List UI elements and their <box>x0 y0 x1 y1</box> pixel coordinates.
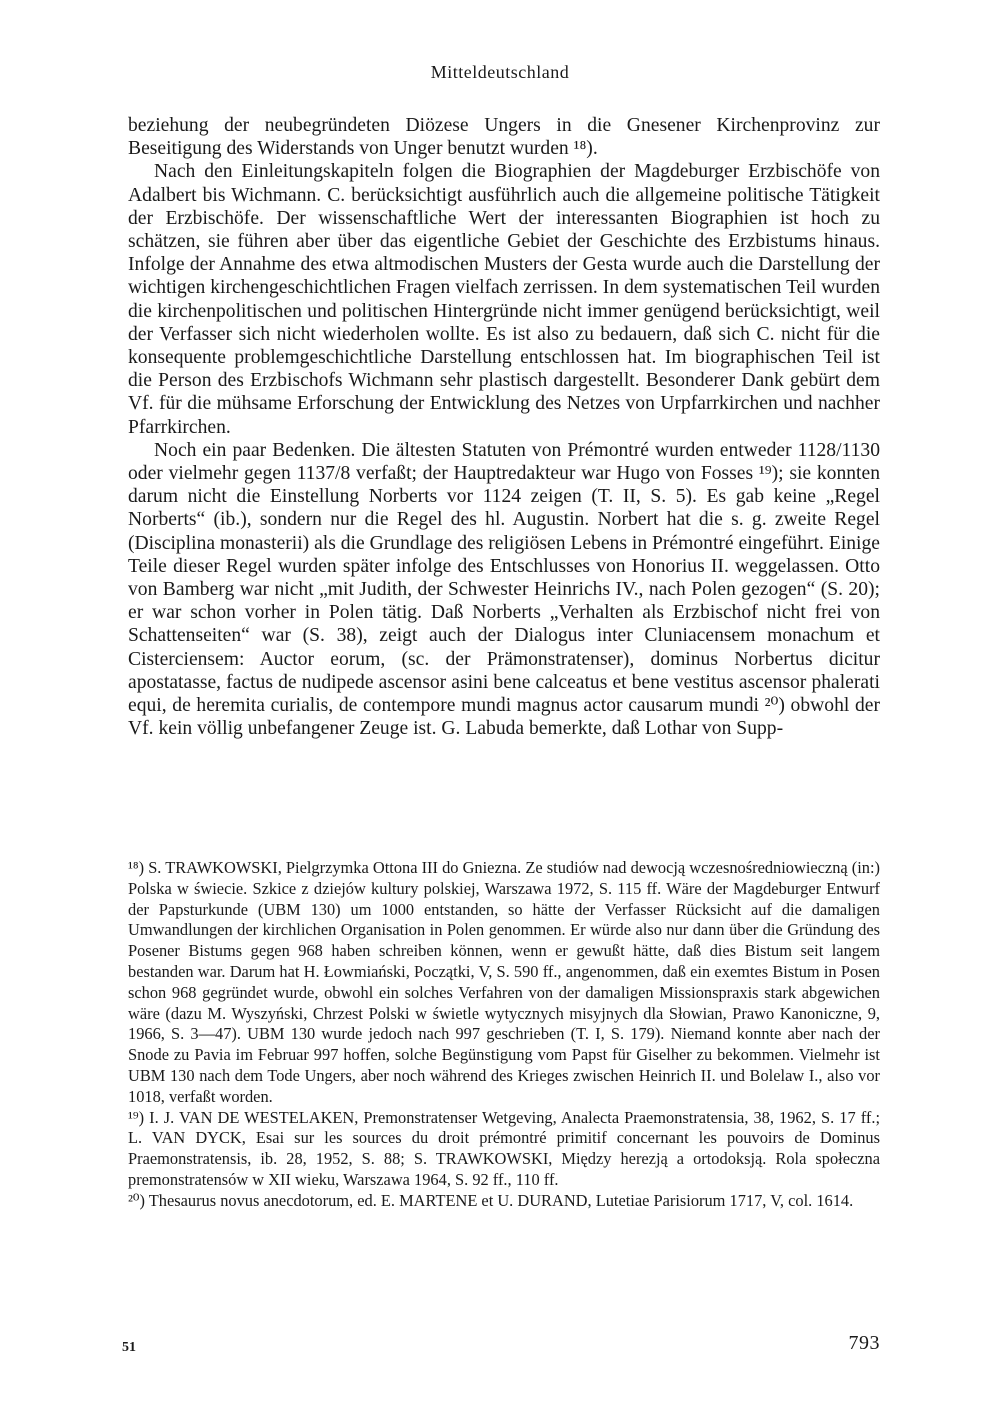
running-head: Mitteldeutschland <box>430 62 570 82</box>
paragraph-3: Noch ein paar Bedenken. Die ältesten Statuten von Prémontré wurden entweder 1128/1130 oder vielmehr gegen 1137/8 verfaßt; der Hauptredakteur war Hugo von Fosses ¹⁹); sie konnten darum nicht die Einstellung Norberts vor 1124 zeigen (T. II, S. 5). Es gab keine „Regel Norberts“ (ib.), sondern nur die Regel des hl. Augustin. Norbert hat die s. g. zweite Regel (Disciplina monasterii) als die Grundlage des religiösen Lebens in Prémontré eingeführt. Einige Teile dieser Regel wurden später infolge des Entschlusses von Honorius II. weggelassen. Otto von Bamberg war nicht „mit Judith, der Schwester Heinrichs IV., nach Polen gezogen“ (S. 20); er war schon vorher in Polen tätig. Daß Norberts „Verhalten als Erzbischof nicht frei von Schattenseiten“ war (S. 38), zeigt auch der Dialogus inter Cluniacensem monachum et Cisterciensem: Auctor eorum, (sc. der Prämonstratenser), dominus Norbertus dicitur apostatasse, factus de nudipede ascensor asini bene calceatus et bene vestitus ascensor phalerati equi, de heremita curialis, de contempore mundi magnus actor causarum mundi ²⁰) obwohl der Vf. kein völlig unbefangener Zeuge ist. G. Labuda bemerkte, daß Lothar von Supp- <box>128 439 880 740</box>
paragraph-1: beziehung der neubegründeten Diözese Ungers in die Gnesener Kirchenprovinz zur Beseitigung des Widerstands von Unger benutzt wurden ¹⁸). <box>128 115 880 160</box>
page-number: 793 <box>848 1332 880 1354</box>
signature-mark: 51 <box>122 1340 136 1355</box>
footnotes <box>128 858 880 1212</box>
body-text <box>128 114 880 740</box>
paragraph-2: Nach den Einleitungskapiteln folgen die Biographien der Magdeburger Erzbischöfe von Adalbert bis Wichmann. C. berücksichtigt ausführlich auch die allgemeine politische Tätigkeit der Erzbischöfe. Der wissenschaftliche Wert der interessanten Biographien ist hoch zu schätzen, sie führen aber über das eigentliche Gebiet der Geschichte des Erzbistums hinaus. Infolge der Annahme des etwa altmodischen Musters der Gesta wurde auch die Darstellung der wichtigen kirchengeschichtlichen Fragen vielfach zerrissen. In dem systematischen Teil wurden die kirchenpolitischen und politischen Hintergründe nicht immer genügend berücksichtigt, weil der Verfasser sich nicht wiederholen wollte. Es ist also zu bedauern, daß sich C. nicht für die konsequente problemgeschichtliche Darstellung entschlossen hat. Im biographischen Teil ist die Person des Erzbischofs Wichmann sehr plastisch dargestellt. Besonderer Dank gebürt dem Vf. für die mühsame Erforschung der Entwicklung des Netzes von Urpfarrkirchen und nachher Pfarrkirchen. <box>128 161 880 438</box>
footnote-20: ²⁰) Thesaurus novus anecdotorum, ed. E. MARTENE et U. DURAND, Lutetiae Parisiorum 1717, V, col. 1614. <box>128 1190 854 1210</box>
footnote-18: ¹⁸) S. TRAWKOWSKI, Pielgrzymka Ottona III do Gniezna. Ze studiów nad dewocją wczesnośredniowieczną (in:) Polska w świecie. Szkice z dziejów kultury polskiej, Warszawa 1972, S. 115 ff. Wäre der Magdeburger Entwurf der Papsturkunde (UBM 130) um 1000 entstanden, so hätte der Verfasser Rücksicht auf die damaligen Umwandlungen der kirchlichen Organisation in Polen genommen. Er würde also nur dann über die Gründung des Posener Bistums gegen 968 haben schreiben können, wenn er gewußt hätte, daß dies Bistum seit langem bestanden war. Darum hat H. Łowmiański, Początki, V, S. 590 ff., angenommen, daß ein exemtes Bistum in Posen schon 968 gegründet wurde, obwohl ein solches Verfahren von der damaligen Missionspraxis stark abgewichen wäre (dazu M. Wyszyński, Chrzest Polski w świetle wytycznych misyjnych dla Słowian, Prawo Kanoniczne, 9, 1966, S. 3—47). UBM 130 wurde jedoch nach 997 geschrieben (T. I, S. 179). Niemand konnte aber nach der Snode zu Pavia im Februar 997 hoffen, solche Begünstigung vom Papst für Giselher zu bekommen. Vielmehr ist UBM 130 nach dem Tode Ungers, aber noch während des Krieges zwischen Heinrich II. und Bolelaw I., also vor 1018, verfaßt worden. <box>128 858 880 1106</box>
footnote-19: ¹⁹) I. J. VAN DE WESTELAKEN, Premonstratenser Wetgeving, Analecta Praemonstratensia, 38, 1962, S. 17 ff.; L. VAN DYCK, Esai sur les sources du droit prémontré primitif concernant les pouvoirs de Dominus Praemonstratensis, ib. 28, 1952, S. 88; S. TRAWKOWSKI, Między herezją a ortodoksją. Rola społeczna premonstratensów w XII wieku, Warszawa 1964, S. 92 ff., 110 ff. <box>128 1107 880 1189</box>
